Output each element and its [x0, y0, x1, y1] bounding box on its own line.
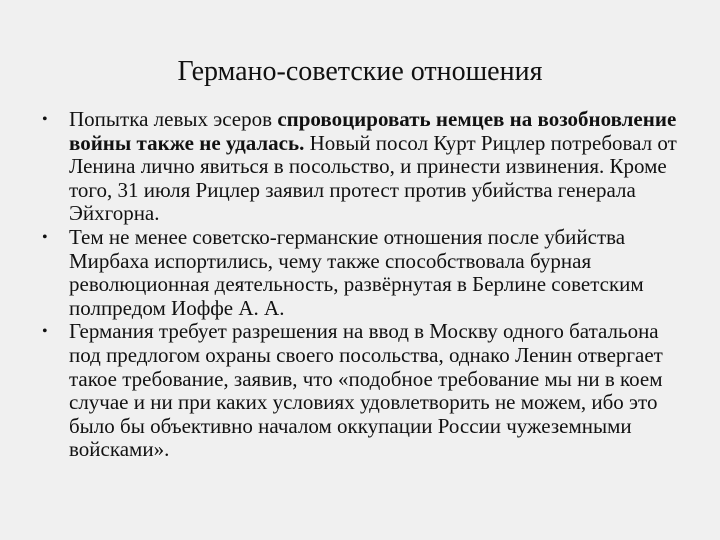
- bullet-item: [42, 226, 692, 320]
- bullet-text: Новый посол Курт Рицлер потребовал от Ленина лично явиться в посольство, и принести извинения. Кроме того, 31 июля Рицлер заявил протест против убийства генерала Эйхгорна.: [69, 130, 677, 226]
- bullet-text-bold: спровоцировать немцев на возобновление войны также не удалась.: [69, 107, 677, 155]
- bullet-icon: •: [42, 111, 48, 128]
- bullet-text: Попытка левых эсеров: [69, 107, 278, 131]
- bullet-list: [42, 108, 692, 462]
- bullet-item: [42, 320, 692, 462]
- bullet-icon: •: [42, 228, 48, 246]
- slide-title: Германо-советские отношения: [177, 56, 543, 87]
- bullet-icon: •: [42, 323, 48, 341]
- bullet-text: Тем не менее советско-германские отношения после убийства Мирбаха испортились, чему также способствовала бурная революционная деятельность, развёрнутая в Берлине советским полпредом Иоффе А. А.: [69, 224, 644, 320]
- bullet-item: [42, 108, 692, 226]
- bullet-text: Германия требует разрешения на ввод в Москву одного батальона под предлогом охраны своего посольства, однако Ленин отвергает такое требование, заявив, что «подобное требование мы ни в коем случае и ни при каких условиях удовлетворить не можем, ибо это было бы объективно началом оккупации России чужеземными войсками».: [69, 319, 663, 462]
